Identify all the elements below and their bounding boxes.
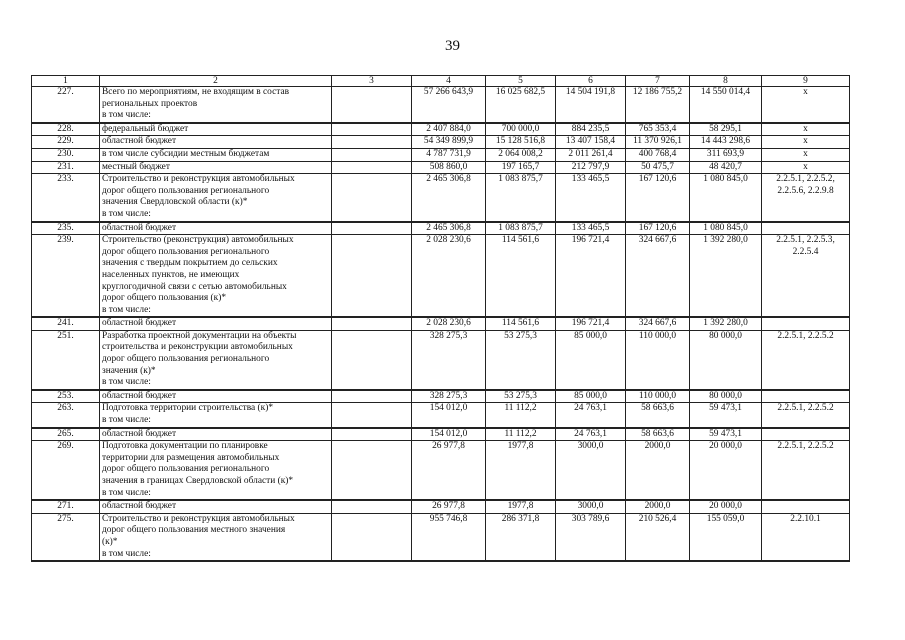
value-cell: 324 667,6 — [626, 235, 690, 318]
row-name-line: территории для размещения автомобильных — [102, 452, 280, 463]
value-cell: 2 407 884,0 — [412, 123, 486, 136]
col3-cell — [332, 330, 412, 389]
table-row — [32, 330, 850, 389]
value-cell: 1 392 280,0 — [690, 235, 762, 318]
value-cell: 57 266 643,9 — [412, 87, 486, 123]
table-row — [32, 222, 850, 235]
value-cell: 4 787 731,9 — [412, 148, 486, 161]
value-cell: 133 465,5 — [556, 222, 626, 235]
col3-cell — [332, 513, 412, 561]
target-ref: 2.2.5.1, 2.2.5.2 — [762, 403, 850, 428]
row-name-line: областной бюджет — [102, 222, 177, 233]
table-row — [32, 390, 850, 403]
row-name-line: значения (к)* — [102, 365, 156, 376]
table-row — [32, 148, 850, 161]
value-cell: 114 561,6 — [486, 317, 556, 330]
target-ref — [762, 428, 850, 441]
row-number: 265. — [32, 428, 100, 441]
row-name-line: в том числе: — [102, 110, 151, 121]
target-ref: 2.2.10.1 — [762, 513, 850, 561]
row-name-line: Подготовка документации по планировке — [102, 441, 268, 452]
value-cell: 80 000,0 — [690, 390, 762, 403]
value-cell: 26 977,8 — [412, 500, 486, 513]
value-cell: 1 083 875,7 — [486, 174, 556, 222]
value-cell: 20 000,0 — [690, 500, 762, 513]
target-ref — [762, 390, 850, 403]
target-ref — [762, 222, 850, 235]
row-number: 229. — [32, 136, 100, 149]
col3-cell — [332, 174, 412, 222]
header-cell: 5 — [486, 76, 556, 87]
row-name-line: в том числе: — [102, 548, 151, 559]
row-name-line: федеральный бюджет — [102, 123, 189, 134]
row-name-line: значения в границах Свердловской области (к)* — [102, 476, 294, 486]
value-cell: 54 349 899,9 — [412, 136, 486, 149]
row-name — [100, 161, 332, 174]
col3-cell — [332, 390, 412, 403]
value-cell: 15 128 516,8 — [486, 136, 556, 149]
row-number: 233. — [32, 174, 100, 222]
value-cell: 2 064 008,2 — [486, 148, 556, 161]
value-cell: 2 028 230,6 — [412, 317, 486, 330]
value-cell: 85 000,0 — [556, 330, 626, 389]
value-cell: 508 860,0 — [412, 161, 486, 174]
row-name-line: местный бюджет — [102, 161, 170, 172]
value-cell: 2 011 261,4 — [556, 148, 626, 161]
target-ref: 2.2.5.1, 2.2.5.2 — [762, 441, 850, 500]
header-cell: 2 — [100, 76, 332, 87]
row-name — [100, 222, 332, 235]
col3-cell — [332, 222, 412, 235]
table-row — [32, 317, 850, 330]
col3-cell — [332, 235, 412, 318]
value-cell: 303 789,6 — [556, 513, 626, 561]
value-cell: 1 083 875,7 — [486, 222, 556, 235]
value-cell: 58 663,6 — [626, 403, 690, 428]
row-name-line: (к)* — [102, 536, 118, 547]
col3-cell — [332, 161, 412, 174]
value-cell: 26 977,8 — [412, 441, 486, 500]
col3-cell — [332, 87, 412, 123]
header-cell: 8 — [690, 76, 762, 87]
value-cell: 85 000,0 — [556, 390, 626, 403]
target-ref: 2.2.5.1, 2.2.5.2, 2.2.5.6, 2.2.9.8 — [762, 174, 850, 222]
value-cell: 53 275,3 — [486, 390, 556, 403]
row-number: 228. — [32, 123, 100, 136]
row-number: 269. — [32, 441, 100, 500]
table-row — [32, 136, 850, 149]
value-cell: 700 000,0 — [486, 123, 556, 136]
value-cell: 114 561,6 — [486, 235, 556, 318]
value-cell: 154 012,0 — [412, 428, 486, 441]
row-name-line: в том числе субсидии местным бюджетам — [102, 148, 270, 159]
value-cell: 765 353,4 — [626, 123, 690, 136]
value-cell: 155 059,0 — [690, 513, 762, 561]
value-cell: 14 550 014,4 — [690, 87, 762, 123]
target-ref: х — [762, 123, 850, 136]
target-ref: х — [762, 87, 850, 123]
header-cell: 4 — [412, 76, 486, 87]
value-cell: 2000,0 — [626, 500, 690, 513]
row-name-line: в том числе: — [102, 304, 151, 315]
value-cell: 210 526,4 — [626, 513, 690, 561]
table-row — [32, 87, 850, 123]
row-name-line: в том числе: — [102, 377, 151, 388]
value-cell: 48 420,7 — [690, 161, 762, 174]
value-cell: 2 465 306,8 — [412, 174, 486, 222]
value-cell: 14 443 298,6 — [690, 136, 762, 149]
row-number: 271. — [32, 500, 100, 513]
value-cell: 11 112,2 — [486, 428, 556, 441]
value-cell: 24 763,1 — [556, 428, 626, 441]
value-cell: 154 012,0 — [412, 403, 486, 428]
row-name-line: Подготовка территории строительства (к)* — [102, 403, 274, 414]
value-cell: 955 746,8 — [412, 513, 486, 561]
value-cell: 80 000,0 — [690, 330, 762, 389]
col3-cell — [332, 500, 412, 513]
row-name — [100, 500, 332, 513]
row-number: 227. — [32, 87, 100, 123]
row-name — [100, 390, 332, 403]
row-name-line: в том числе: — [102, 415, 151, 426]
value-cell: 400 768,4 — [626, 148, 690, 161]
value-cell: 3000,0 — [556, 500, 626, 513]
row-number: 235. — [32, 222, 100, 235]
row-number: 251. — [32, 330, 100, 389]
value-cell: 196 721,4 — [556, 235, 626, 318]
table-row — [32, 428, 850, 441]
target-ref: х — [762, 161, 850, 174]
table-row — [32, 513, 850, 561]
row-name-line: Строительство (реконструкция) автомобильных — [102, 235, 294, 246]
value-cell: 20 000,0 — [690, 441, 762, 500]
table-row — [32, 174, 850, 222]
row-name-line: значения Свердловской области (к)* — [102, 197, 248, 208]
row-name-line: дорог общего пользования регионального — [102, 246, 270, 257]
col3-cell — [332, 148, 412, 161]
col3-cell — [332, 403, 412, 428]
row-name-line: дорог общего пользования (к)* — [102, 293, 227, 304]
value-cell: 212 797,9 — [556, 161, 626, 174]
value-cell: 110 000,0 — [626, 330, 690, 389]
row-name-line: дорог общего пользования регионального — [102, 185, 270, 196]
row-name-line: областной бюджет — [102, 390, 177, 401]
row-name — [100, 330, 332, 389]
header-cell: 6 — [556, 76, 626, 87]
row-name-line: областной бюджет — [102, 136, 177, 147]
value-cell: 2 028 230,6 — [412, 235, 486, 318]
row-name-line: областной бюджет — [102, 428, 177, 439]
row-name-line: областной бюджет — [102, 318, 177, 329]
row-name-line: круглогодичной связи с сетью автомобильных — [102, 281, 287, 292]
value-cell: 196 721,4 — [556, 317, 626, 330]
value-cell: 11 370 926,1 — [626, 136, 690, 149]
col3-cell — [332, 441, 412, 500]
table-row — [32, 161, 850, 174]
value-cell: 14 504 191,8 — [556, 87, 626, 123]
row-number: 241. — [32, 317, 100, 330]
row-name-line: населенных пунктов, не имеющих — [102, 269, 240, 280]
value-cell: 324 667,6 — [626, 317, 690, 330]
value-cell: 50 475,7 — [626, 161, 690, 174]
value-cell: 58 663,6 — [626, 428, 690, 441]
value-cell: 13 407 158,4 — [556, 136, 626, 149]
row-name-line: региональных проектов — [102, 98, 198, 109]
table-row — [32, 500, 850, 513]
row-name-line: строительства и реконструкции автомобильных — [102, 342, 293, 353]
target-ref: 2.2.5.1, 2.2.5.3, 2.2.5.4 — [762, 235, 850, 318]
col3-cell — [332, 136, 412, 149]
row-name — [100, 148, 332, 161]
row-name-line: в том числе: — [102, 208, 151, 219]
value-cell: 16 025 682,5 — [486, 87, 556, 123]
value-cell: 1 392 280,0 — [690, 317, 762, 330]
header-cell: 3 — [332, 76, 412, 87]
target-ref: х — [762, 148, 850, 161]
value-cell: 286 371,8 — [486, 513, 556, 561]
row-name — [100, 235, 332, 318]
row-name-line: Строительство и реконструкция автомобильных — [102, 513, 295, 524]
value-cell: 328 275,3 — [412, 390, 486, 403]
value-cell: 167 120,6 — [626, 174, 690, 222]
value-cell: 167 120,6 — [626, 222, 690, 235]
row-number: 253. — [32, 390, 100, 403]
value-cell: 53 275,3 — [486, 330, 556, 389]
row-name — [100, 441, 332, 500]
col3-cell — [332, 317, 412, 330]
value-cell: 2000,0 — [626, 441, 690, 500]
value-cell: 11 112,2 — [486, 403, 556, 428]
header-cell: 9 — [762, 76, 850, 87]
row-name-line: Разработка проектной документации на объекты — [102, 330, 297, 341]
value-cell: 3000,0 — [556, 441, 626, 500]
target-ref — [762, 317, 850, 330]
value-cell: 59 473,1 — [690, 403, 762, 428]
value-cell: 328 275,3 — [412, 330, 486, 389]
value-cell: 1 080 845,0 — [690, 174, 762, 222]
value-cell: 110 000,0 — [626, 390, 690, 403]
row-name-line: значения с твердым покрытием до сельских — [102, 258, 278, 269]
row-name-line: Строительство и реконструкция автомобильных — [102, 174, 295, 185]
row-name — [100, 87, 332, 123]
col3-cell — [332, 428, 412, 441]
table-row — [32, 123, 850, 136]
row-name — [100, 513, 332, 561]
target-ref: х — [762, 136, 850, 149]
row-name-line: дорог общего пользования регионального — [102, 354, 270, 365]
row-name-line: областной бюджет — [102, 501, 177, 512]
value-cell: 197 165,7 — [486, 161, 556, 174]
row-number: 239. — [32, 235, 100, 318]
row-name — [100, 428, 332, 441]
table-row — [32, 403, 850, 428]
row-name — [100, 317, 332, 330]
header-cell: 1 — [32, 76, 100, 87]
page-number: 39 — [445, 38, 460, 54]
col3-cell — [332, 123, 412, 136]
value-cell: 59 473,1 — [690, 428, 762, 441]
row-name — [100, 123, 332, 136]
header-cell: 7 — [626, 76, 690, 87]
row-number: 263. — [32, 403, 100, 428]
row-name-line: дорог общего пользования местного значения — [102, 525, 286, 536]
target-ref — [762, 500, 850, 513]
row-number: 231. — [32, 161, 100, 174]
row-name — [100, 403, 332, 428]
header-row — [32, 76, 850, 87]
value-cell: 2 465 306,8 — [412, 222, 486, 235]
value-cell: 884 235,5 — [556, 123, 626, 136]
row-name — [100, 136, 332, 149]
value-cell: 12 186 755,2 — [626, 87, 690, 123]
table-row — [32, 441, 850, 500]
target-ref: 2.2.5.1, 2.2.5.2 — [762, 330, 850, 389]
row-number: 230. — [32, 148, 100, 161]
row-name-line: в том числе: — [102, 487, 151, 498]
value-cell: 1 080 845,0 — [690, 222, 762, 235]
value-cell: 133 465,5 — [556, 174, 626, 222]
budget-table — [31, 75, 850, 562]
row-name-line: дорог общего пользования регионального — [102, 464, 270, 475]
value-cell: 311 693,9 — [690, 148, 762, 161]
row-number: 275. — [32, 513, 100, 561]
value-cell: 58 295,1 — [690, 123, 762, 136]
row-name-line: Всего по мероприятиям, не входящим в состав — [102, 87, 290, 97]
row-name — [100, 174, 332, 222]
table-row — [32, 235, 850, 318]
value-cell: 1977,8 — [486, 500, 556, 513]
value-cell: 1977,8 — [486, 441, 556, 500]
value-cell: 24 763,1 — [556, 403, 626, 428]
